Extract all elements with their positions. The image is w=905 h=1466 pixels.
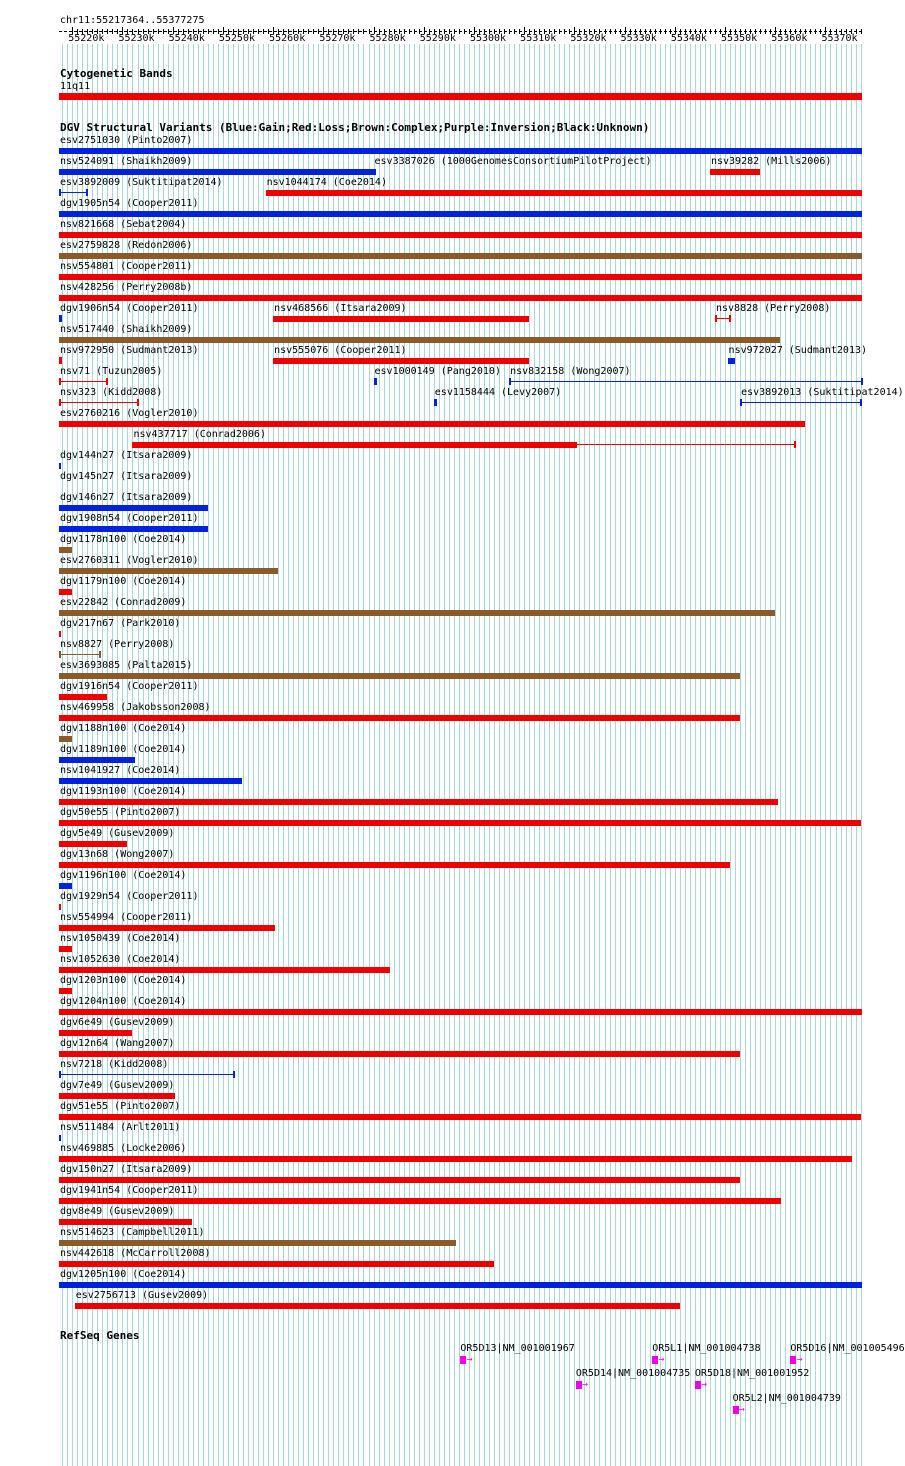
- sv-label[interactable]: esv2756713 (Gusev2009): [75, 1290, 209, 1301]
- ruler-tick-label: 55260k: [269, 33, 306, 44]
- sv-bar-complex[interactable]: [59, 337, 780, 343]
- sv-bar-gain[interactable]: [59, 1282, 862, 1288]
- gene-label[interactable]: OR5D16|NM_001005496: [790, 1343, 905, 1354]
- sv-span-gain[interactable]: [59, 1074, 234, 1075]
- sv-bar-complex[interactable]: [59, 673, 740, 679]
- sv-label[interactable]: esv22842 (Conrad2009): [60, 597, 187, 608]
- sv-bar-loss[interactable]: [273, 358, 529, 364]
- sv-label[interactable]: nsv972950 (Sudmant2013): [60, 345, 199, 356]
- cytogenetic-bands-title: Cytogenetic Bands: [60, 67, 173, 80]
- sv-bar-loss[interactable]: [59, 904, 61, 910]
- sv-bar-gain[interactable]: [59, 526, 208, 532]
- gene-label[interactable]: OR5D18|NM_001001952: [694, 1368, 810, 1379]
- sv-label[interactable]: esv1000149 (Pang2010): [374, 366, 501, 377]
- ruler-tick-label: 55320k: [570, 33, 607, 44]
- sv-label[interactable]: dgv1193n100 (Coe2014): [60, 786, 187, 797]
- sv-span-end: [861, 378, 863, 385]
- sv-bar-loss[interactable]: [132, 442, 576, 448]
- sv-span-end: [860, 399, 862, 406]
- sv-bar-loss[interactable]: [59, 232, 862, 238]
- sv-bar-loss[interactable]: [59, 1156, 852, 1162]
- ruler-tick-label: 55250k: [218, 33, 255, 44]
- sv-label[interactable]: dgv1941n54 (Cooper2011): [60, 1185, 199, 1196]
- sv-span-loss[interactable]: [715, 318, 730, 319]
- sv-label[interactable]: nsv517440 (Shaikh2009): [60, 324, 193, 335]
- sv-label[interactable]: nsv469885 (Locke2006): [60, 1143, 187, 1154]
- sv-bar-loss[interactable]: [59, 274, 862, 280]
- sv-bar-gain[interactable]: [374, 169, 377, 175]
- ruler-tick-label: 55340k: [670, 33, 707, 44]
- sv-span-end: [60, 315, 62, 322]
- gene-label[interactable]: OR5L1|NM_001004738: [652, 1343, 761, 1354]
- sv-span-end: [99, 651, 101, 658]
- sv-span-end: [137, 399, 139, 406]
- sv-bar-gain[interactable]: [59, 148, 862, 154]
- ruler-tick-label: 55240k: [168, 33, 205, 44]
- sv-span-gain[interactable]: [509, 381, 862, 382]
- sv-label[interactable]: dgv1189n100 (Coe2014): [60, 744, 187, 755]
- sv-label[interactable]: nsv8827 (Perry2008): [60, 639, 175, 650]
- sv-bar-gain[interactable]: [59, 1135, 61, 1141]
- sv-bar-loss[interactable]: [59, 421, 805, 427]
- sv-span-end: [729, 315, 731, 322]
- gene-label[interactable]: OR5D13|NM_001001967: [460, 1343, 575, 1354]
- sv-label[interactable]: dgv50e55 (Pinto2007): [60, 807, 181, 818]
- sv-label[interactable]: nsv1041927 (Coe2014): [60, 765, 181, 776]
- gene-strand-arrow-icon: →: [466, 1354, 473, 1365]
- ruler-tick-label: 55310k: [520, 33, 557, 44]
- sv-span-end: [106, 378, 108, 385]
- sv-label[interactable]: nsv7218 (Kidd2008): [60, 1059, 169, 1070]
- gene-strand-arrow-icon: →: [581, 1379, 588, 1390]
- sv-bar-loss[interactable]: [59, 862, 730, 868]
- sv-label[interactable]: nsv511484 (Arlt2011): [60, 1122, 181, 1133]
- sv-bar-loss[interactable]: [59, 1093, 175, 1099]
- sv-label[interactable]: nsv39282 (Mills2006): [710, 156, 832, 167]
- sv-label[interactable]: esv3387026 (1000GenomesConsortiumPilotProject): [374, 156, 652, 167]
- sv-label[interactable]: nsv469958 (Jakobsson2008): [60, 702, 211, 713]
- sv-bar-loss[interactable]: [266, 190, 862, 196]
- sv-label[interactable]: nsv442618 (McCarroll2008): [60, 1248, 211, 1259]
- sv-span-end: [740, 399, 742, 406]
- ruler-tick-label: 55300k: [469, 33, 507, 44]
- sv-label[interactable]: nsv1052630 (Coe2014): [60, 954, 181, 965]
- sv-bar-gain[interactable]: [59, 505, 208, 511]
- sv-bar-loss[interactable]: [59, 1051, 740, 1057]
- sv-span-end: [375, 378, 377, 385]
- sv-label[interactable]: dgv1203n100 (Coe2014): [60, 975, 187, 986]
- sv-label[interactable]: nsv555076 (Cooper2011): [274, 345, 407, 356]
- sv-bar-loss[interactable]: [59, 715, 740, 721]
- sv-label[interactable]: nsv821668 (Sebat2004): [60, 219, 187, 230]
- sv-span-end: [86, 189, 88, 196]
- sv-span-end: [59, 378, 61, 385]
- region-label: chr11:55217364..55377275: [60, 15, 205, 26]
- ruler-tick-label: 55220k: [68, 33, 105, 44]
- sv-bar-loss[interactable]: [59, 1030, 132, 1036]
- sv-bar-complex[interactable]: [59, 253, 862, 259]
- sv-label[interactable]: dgv13n68 (Wong2007): [60, 849, 175, 860]
- sv-label[interactable]: dgv146n27 (Itsara2009): [60, 492, 193, 503]
- gene-label[interactable]: OR5D14|NM_001004735: [575, 1368, 691, 1379]
- sv-label[interactable]: esv3892013 (Suktitipat2014): [741, 387, 904, 398]
- sv-bar-loss[interactable]: [710, 169, 760, 175]
- sv-bar-loss[interactable]: [59, 1009, 862, 1015]
- sv-span-end: [233, 1071, 235, 1078]
- sv-bar-complex[interactable]: [59, 568, 278, 574]
- sv-span-loss[interactable]: [59, 381, 107, 382]
- sv-bar-complex[interactable]: [59, 610, 775, 616]
- sv-label[interactable]: dgv1908n54 (Cooper2011): [60, 513, 199, 524]
- sv-bar-loss[interactable]: [59, 967, 390, 973]
- sv-label[interactable]: dgv1178n100 (Coe2014): [60, 534, 187, 545]
- sv-bar-loss[interactable]: [59, 694, 107, 700]
- sv-label[interactable]: dgv1906n54 (Cooper2011): [60, 303, 199, 314]
- ruler-tick-label: 55360k: [771, 33, 808, 44]
- sv-label[interactable]: dgv5e49 (Gusev2009): [60, 828, 175, 839]
- sv-label[interactable]: dgv1204n100 (Coe2014): [60, 996, 187, 1007]
- sv-label[interactable]: nsv514623 (Campbell2011): [60, 1227, 205, 1238]
- sv-bar-gain[interactable]: [59, 169, 374, 175]
- sv-bar-gain[interactable]: [59, 778, 242, 784]
- sv-label[interactable]: nsv972027 (Sudmant2013): [728, 345, 868, 356]
- sv-span-end: [59, 399, 61, 406]
- sv-label[interactable]: dgv1205n100 (Coe2014): [60, 1269, 187, 1280]
- sv-label[interactable]: dgv1905n54 (Cooper2011): [60, 198, 199, 209]
- sv-bar-complex[interactable]: [59, 547, 72, 553]
- ruler-tick-label: 55370k: [821, 33, 858, 44]
- sv-span-end: [715, 315, 717, 322]
- sv-label[interactable]: dgv7e49 (Gusev2009): [60, 1080, 175, 1091]
- sv-span-gain[interactable]: [59, 192, 87, 193]
- sv-label[interactable]: dgv12n64 (Wang2007): [60, 1038, 175, 1049]
- sv-span-end: [59, 1071, 61, 1078]
- sv-label[interactable]: esv2751030 (Pinto2007): [60, 135, 193, 146]
- sv-label[interactable]: nsv524091 (Shaikh2009): [60, 156, 193, 167]
- sv-label[interactable]: esv2760216 (Vogler2010): [60, 408, 199, 419]
- sv-bar-gain[interactable]: [728, 358, 736, 364]
- sv-span-loss[interactable]: [577, 444, 795, 445]
- sv-bar-gain[interactable]: [59, 463, 61, 469]
- ruler-tick-label: 55350k: [721, 33, 758, 44]
- sv-label[interactable]: dgv1196n100 (Coe2014): [60, 870, 187, 881]
- sv-label[interactable]: nsv1044174 (Coe2014): [266, 177, 387, 188]
- sv-label[interactable]: nsv71 (Tuzun2005): [60, 366, 163, 377]
- refseq-genes-title: RefSeq Genes: [60, 1329, 140, 1342]
- sv-label[interactable]: esv2760311 (Vogler2010): [60, 555, 199, 566]
- sv-label[interactable]: nsv323 (Kidd2008): [60, 387, 163, 398]
- sv-bar-loss[interactable]: [59, 295, 862, 301]
- sv-bar-loss[interactable]: [59, 1177, 740, 1183]
- sv-label[interactable]: dgv1179n100 (Coe2014): [60, 576, 187, 587]
- sv-bar-gain[interactable]: [59, 883, 72, 889]
- gene-strand-arrow-icon: →: [738, 1404, 745, 1415]
- sv-span-end: [59, 651, 61, 658]
- sv-label[interactable]: esv3693085 (Palta2015): [60, 660, 193, 671]
- gene-strand-arrow-icon: →: [658, 1354, 665, 1365]
- sv-bar-loss[interactable]: [59, 925, 275, 931]
- sv-bar-loss[interactable]: [75, 1303, 680, 1309]
- sv-bar-loss[interactable]: [59, 1114, 861, 1120]
- sv-span-complex[interactable]: [59, 654, 100, 655]
- sv-label[interactable]: nsv832158 (Wong2007): [510, 366, 631, 377]
- dgv-track-title: DGV Structural Variants (Blue:Gain;Red:Loss;Brown:Complex;Purple:Inversion;Black:Unknown): [60, 121, 650, 134]
- sv-label[interactable]: nsv554994 (Cooper2011): [60, 912, 193, 923]
- sv-label[interactable]: dgv150n27 (Itsara2009): [60, 1164, 193, 1175]
- sv-label[interactable]: esv3892009 (Suktitipat2014): [60, 177, 223, 188]
- sv-label[interactable]: esv1158444 (Levy2007): [434, 387, 562, 398]
- gene-strand-arrow-icon: →: [796, 1354, 803, 1365]
- sv-bar-gain[interactable]: [59, 211, 862, 217]
- sv-label[interactable]: nsv8828 (Perry2008): [715, 303, 831, 314]
- sv-bar-loss[interactable]: [59, 946, 72, 952]
- sv-label[interactable]: dgv1188n100 (Coe2014): [60, 723, 187, 734]
- sv-bar-loss[interactable]: [59, 631, 61, 637]
- sv-label[interactable]: nsv428256 (Perry2008b): [60, 282, 193, 293]
- sv-span-end: [435, 399, 437, 406]
- sv-span-gain[interactable]: [740, 402, 861, 403]
- sv-label[interactable]: nsv468566 (Itsara2009): [274, 303, 407, 314]
- sv-bar-loss[interactable]: [59, 1198, 781, 1204]
- gene-label[interactable]: OR5L2|NM_001004739: [732, 1393, 841, 1404]
- sv-bar-loss[interactable]: [59, 589, 72, 595]
- sv-bar-loss[interactable]: [59, 1219, 192, 1225]
- gene-strand-arrow-icon: →: [700, 1379, 707, 1390]
- ruler-tick-label: 55280k: [369, 33, 406, 44]
- sv-label[interactable]: esv2759828 (Redon2006): [60, 240, 193, 251]
- ruler-tick-label: 55270k: [319, 33, 356, 44]
- sv-label[interactable]: dgv6e49 (Gusev2009): [60, 1017, 175, 1028]
- sv-span-end: [59, 189, 61, 196]
- sv-bar-loss[interactable]: [59, 820, 861, 826]
- sv-bar-gain[interactable]: [59, 757, 135, 763]
- sv-label[interactable]: dgv217n67 (Park2010): [60, 618, 181, 629]
- sv-span-end: [794, 441, 796, 448]
- sv-label[interactable]: dgv144n27 (Itsara2009): [60, 450, 193, 461]
- sv-span-end: [509, 378, 511, 385]
- ruler-tick-label: 55230k: [118, 33, 155, 44]
- sv-bar-loss[interactable]: [59, 841, 127, 847]
- sv-label[interactable]: dgv1929n54 (Cooper2011): [60, 891, 199, 902]
- sv-bar-complex[interactable]: [59, 736, 72, 742]
- cyto-band-bar[interactable]: [59, 93, 862, 100]
- sv-label[interactable]: nsv437717 (Conrad2006): [133, 429, 266, 440]
- sv-span-loss[interactable]: [59, 402, 138, 403]
- sv-span-end: [60, 357, 62, 364]
- sv-label[interactable]: nsv554801 (Cooper2011): [60, 261, 193, 272]
- ruler-tick-label: 55330k: [620, 33, 657, 44]
- sv-bar-complex[interactable]: [59, 1240, 456, 1246]
- sv-bar-loss[interactable]: [273, 316, 529, 322]
- sv-label[interactable]: dgv8e49 (Gusev2009): [60, 1206, 175, 1217]
- ruler-tick-label: 55290k: [419, 33, 456, 44]
- sv-label[interactable]: dgv51e55 (Pinto2007): [60, 1101, 181, 1112]
- sv-bar-loss[interactable]: [59, 988, 72, 994]
- sv-label[interactable]: nsv1050439 (Coe2014): [60, 933, 181, 944]
- sv-bar-loss[interactable]: [59, 1261, 494, 1267]
- sv-bar-loss[interactable]: [59, 799, 778, 805]
- sv-label[interactable]: dgv1916n54 (Cooper2011): [60, 681, 199, 692]
- cyto-band-label: 11q11: [60, 81, 91, 92]
- sv-label[interactable]: dgv145n27 (Itsara2009): [60, 471, 193, 482]
